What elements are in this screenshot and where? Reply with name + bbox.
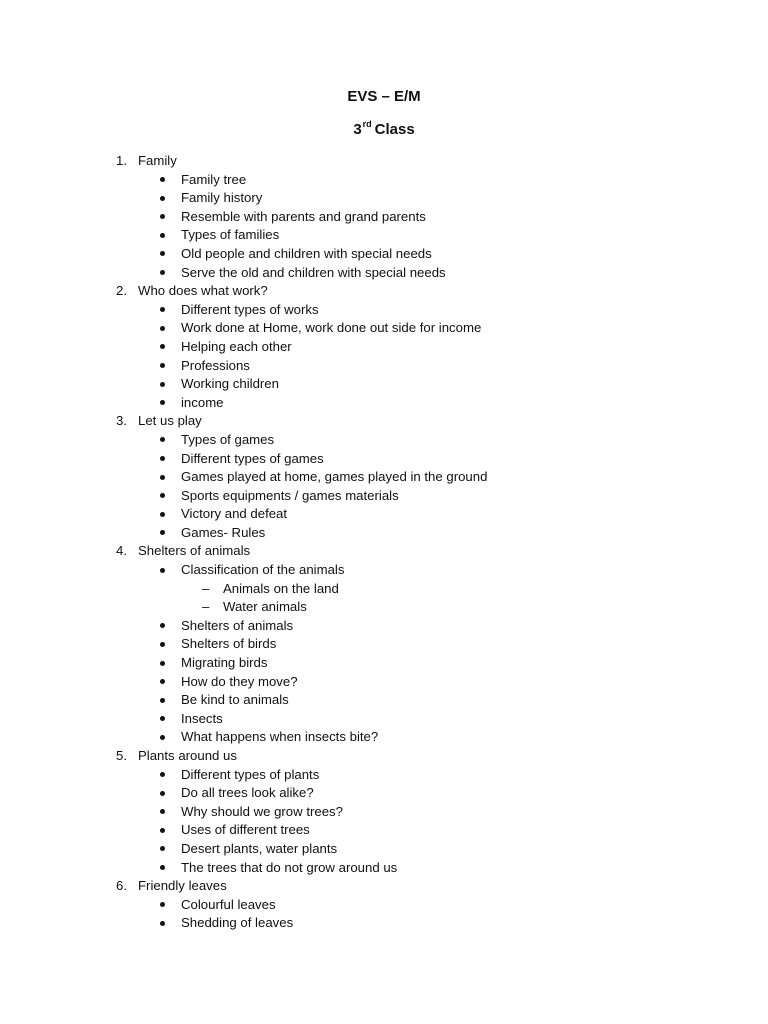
bullet-text: Shedding of leaves (181, 915, 294, 931)
bullet-text: Classification of the animals (181, 562, 345, 578)
bullet-icon (160, 456, 165, 461)
bullet-text: Games- Rules (181, 524, 266, 540)
bullet-text: Resemble with parents and grand parents (181, 208, 426, 224)
bullet-text: Sports equipments / games materials (181, 487, 399, 503)
bullet-text: Shelters of birds (181, 636, 277, 652)
bullet-item (0, 784, 768, 803)
class-suffix: rd (362, 119, 372, 129)
bullet-icon (160, 865, 165, 870)
bullet-icon (160, 307, 165, 312)
topic-number: 4. (116, 543, 127, 559)
bullet-icon (160, 530, 165, 535)
bullet-text: Games played at home, games played in the ground (181, 469, 488, 485)
bullet-icon (160, 270, 165, 275)
bullet-text: Different types of games (181, 450, 324, 466)
bullet-text: Insects (181, 710, 223, 726)
bullet-item (0, 357, 768, 376)
bullet-icon (160, 475, 165, 480)
bullet-item (0, 245, 768, 264)
bullet-icon (160, 512, 165, 517)
bullet-text: Uses of different trees (181, 822, 310, 838)
bullet-item (0, 561, 768, 580)
bullet-item (0, 859, 768, 878)
topic-item (0, 747, 768, 766)
bullet-text: Different types of plants (181, 766, 320, 782)
bullet-item (0, 338, 768, 357)
sub-item (0, 598, 768, 617)
topic-number: 6. (116, 878, 127, 894)
bullet-item (0, 468, 768, 487)
bullet-icon (160, 382, 165, 387)
class-number: 3 (353, 121, 362, 138)
topic-number: 2. (116, 283, 127, 299)
sub-item-text: Animals on the land (223, 580, 339, 596)
bullet-item (0, 617, 768, 636)
dash-marker: – (202, 580, 210, 596)
bullet-item (0, 431, 768, 450)
bullet-icon (160, 344, 165, 349)
bullet-icon (160, 196, 165, 201)
topic-item (0, 412, 768, 431)
topic-item (0, 877, 768, 896)
bullet-icon (160, 791, 165, 796)
bullet-text: Desert plants, water plants (181, 840, 338, 856)
bullet-item (0, 914, 768, 933)
document-title: EVS – E/M (347, 88, 421, 105)
bullet-icon (160, 493, 165, 498)
bullet-text: Work done at Home, work done out side for income (181, 320, 482, 336)
bullet-item (0, 264, 768, 283)
bullet-text: Professions (181, 357, 250, 373)
topic-item (0, 542, 768, 561)
topic-number: 5. (116, 748, 127, 763)
bullet-icon (160, 772, 165, 777)
bullet-text: Colourful leaves (181, 896, 276, 912)
dash-marker: – (202, 599, 210, 615)
bullet-text: Types of games (181, 431, 275, 447)
bullet-text: Shelters of animals (181, 617, 294, 633)
bullet-item (0, 673, 768, 692)
bullet-item (0, 896, 768, 915)
topic-list (0, 152, 768, 933)
bullet-icon (160, 921, 165, 926)
bullet-item (0, 394, 768, 413)
bullet-item (0, 710, 768, 729)
bullet-icon (160, 400, 165, 405)
bullet-icon (160, 716, 165, 721)
topic-title: Shelters of animals (138, 543, 251, 559)
bullet-item (0, 524, 768, 543)
sub-item (0, 580, 768, 599)
topic-title: Family (138, 153, 177, 168)
bullet-icon (160, 902, 165, 907)
bullet-item (0, 375, 768, 394)
bullet-text: What happens when insects bite? (181, 729, 379, 745)
bullet-item (0, 654, 768, 673)
topic-number: 1. (116, 153, 127, 168)
bullet-item (0, 487, 768, 506)
bullet-item (0, 840, 768, 859)
bullet-icon (160, 214, 165, 219)
bullet-item (0, 189, 768, 208)
bullet-text: Old people and children with special needs (181, 245, 432, 261)
bullet-item (0, 319, 768, 338)
bullet-text: Helping each other (181, 338, 292, 354)
bullet-item (0, 171, 768, 190)
bullet-icon (160, 233, 165, 238)
bullet-item (0, 505, 768, 524)
bullet-text: Working children (181, 376, 279, 392)
bullet-item (0, 450, 768, 469)
topic-title: Plants around us (138, 748, 237, 763)
bullet-text: Serve the old and children with special needs (181, 264, 446, 280)
topic-number: 3. (116, 413, 127, 429)
topic-title: Let us play (138, 413, 202, 429)
bullet-text: How do they move? (181, 673, 298, 689)
bullet-text: Why should we grow trees? (181, 803, 343, 819)
bullet-text: Types of families (181, 227, 280, 243)
bullet-icon (160, 809, 165, 814)
topic-title: Who does what work? (138, 283, 268, 299)
bullet-icon (160, 735, 165, 740)
bullet-text: income (181, 394, 224, 410)
bullet-item (0, 821, 768, 840)
bullet-text: Do all trees look alike? (181, 785, 314, 801)
bullet-item (0, 728, 768, 747)
class-heading (0, 121, 768, 138)
bullet-item (0, 766, 768, 785)
bullet-icon (160, 363, 165, 368)
bullet-item (0, 635, 768, 654)
bullet-item (0, 691, 768, 710)
bullet-text: The trees that do not grow around us (181, 859, 398, 875)
bullet-icon (160, 437, 165, 442)
topic-item (0, 282, 768, 301)
bullet-icon (160, 623, 165, 628)
bullet-icon (160, 251, 165, 256)
class-word: Class (374, 121, 415, 138)
bullet-text: Victory and defeat (181, 506, 288, 522)
bullet-icon (160, 642, 165, 647)
bullet-icon (160, 828, 165, 833)
bullet-item (0, 803, 768, 822)
bullet-icon (160, 326, 165, 331)
bullet-icon (160, 698, 165, 703)
bullet-text: Family tree (181, 171, 247, 187)
bullet-icon (160, 177, 165, 182)
bullet-text: Be kind to animals (181, 692, 289, 708)
bullet-item (0, 226, 768, 245)
topic-item (0, 152, 768, 171)
bullet-text: Different types of works (181, 301, 319, 317)
sub-item-text: Water animals (223, 599, 307, 615)
bullet-text: Family history (181, 190, 263, 206)
bullet-item (0, 301, 768, 320)
bullet-icon (160, 846, 165, 851)
bullet-icon (160, 679, 165, 684)
topic-title: Friendly leaves (138, 878, 227, 894)
bullet-icon (160, 568, 165, 573)
bullet-item (0, 208, 768, 227)
bullet-icon (160, 661, 165, 666)
bullet-text: Migrating birds (181, 655, 268, 671)
